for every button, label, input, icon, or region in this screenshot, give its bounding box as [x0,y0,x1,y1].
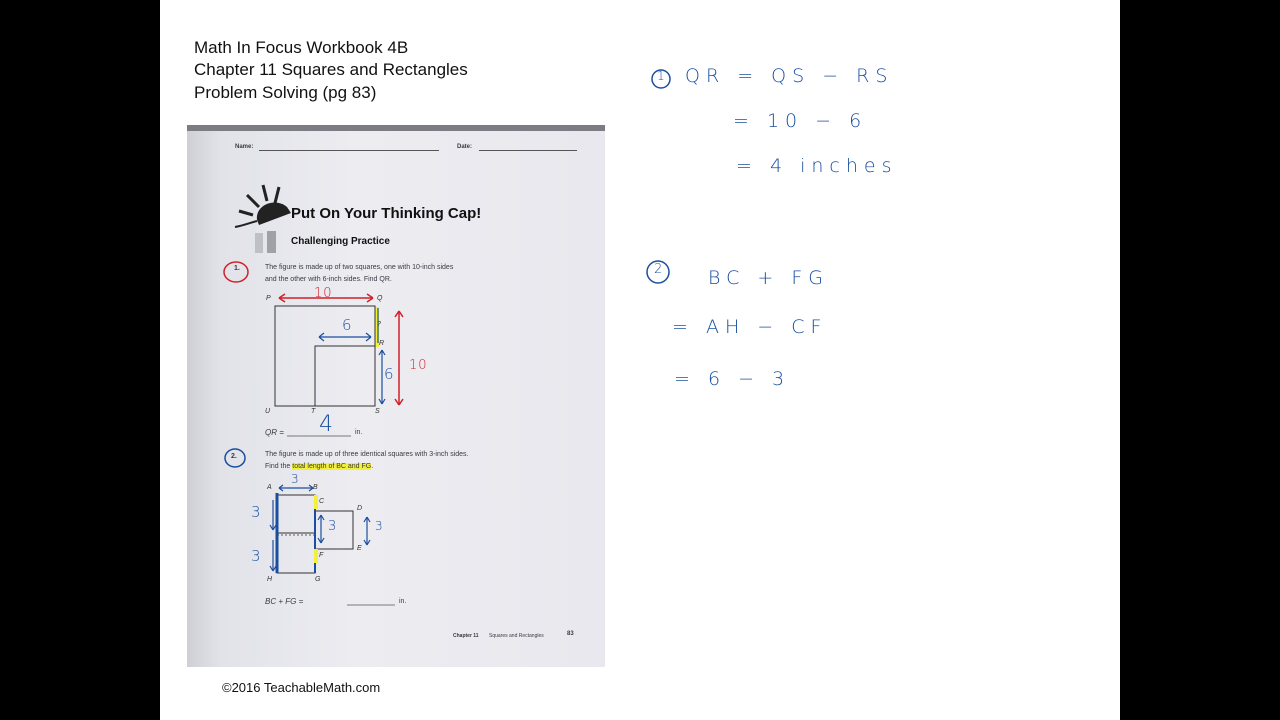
label-b: B [313,484,318,491]
date-label: Date: [457,144,473,150]
q1-text-1: The figure is made up of two squares, one with 10-inch sides [265,264,454,271]
page-footer-title: Squares and Rectangles [489,633,544,639]
note2-line1: BC + FG [708,267,830,289]
note2-number: 2 [654,262,663,277]
q2-hand-mid: 3 [328,519,337,534]
note1-line2: = 10 − 6 [733,110,868,132]
q2-text-2-highlight: total length of BC and FG [292,463,372,470]
worksheet-subtitle: Challenging Practice [291,236,390,247]
q1-hand-answer: 4 [319,412,333,437]
whiteboard [160,0,1120,720]
header-line-2: Chapter 11 Squares and Rectangles [194,60,468,79]
label-d: D [357,505,363,512]
label-a: A [267,484,272,491]
note2-line2: = AH − CF [672,316,828,338]
worksheet-title: Put On Your Thinking Cap! [291,205,482,222]
label-c: C [319,498,325,505]
q2-text-2-plain: Find the [265,463,293,470]
q1-text-2: and the other with 6-inch sides. Find QR. [265,276,392,283]
page-footer-chapter: Chapter 11 [453,633,479,639]
q1-answer-unit: in. [355,429,363,436]
q2-number: 2. [231,453,237,460]
note1-number: 1 [657,69,665,83]
q1-hand-10-side: 10 [409,358,428,373]
page-number: 83 [567,631,574,637]
q2-hand-left1: 3 [251,503,261,521]
note1-line1: QR = QS − RS [685,65,894,87]
q2-text-1: The figure is made up of three identical squares with 3-inch sides. [265,451,469,458]
copyright: ©2016 TeachableMath.com [222,680,381,695]
q1-hand-6: 6 [342,316,352,334]
label-h: H [267,576,273,583]
label-g: G [315,576,321,583]
header-line-1: Math In Focus Workbook 4B [194,38,409,57]
note2-line3: = 6 − 3 [674,368,791,390]
label-u: U [265,408,271,415]
q2-hand-top: 3 [291,472,299,486]
q2-answer-label: BC + FG = [265,597,304,606]
q1-number: 1. [234,265,240,272]
q2-hand-left2: 3 [251,547,261,565]
q2-text-2-end: . [371,463,374,470]
label-t: T [311,408,316,415]
note1-line3: = 4 inches [736,155,898,177]
q1-hand-6-side: 6 [384,365,394,383]
label-r: R [379,340,385,347]
label-s: S [375,408,380,415]
label-p: P [266,295,271,302]
q2-answer-unit: in. [399,598,407,605]
q1-answer-label: QR = [265,428,284,437]
header-line-3: Problem Solving (pg 83) [194,83,377,102]
name-label: Name: [235,144,254,150]
q2-hand-right: 3 [375,519,383,533]
q1-hand-10-top: 10 [314,286,333,301]
notes-circles [160,0,1120,720]
label-f: F [319,552,324,559]
label-q: Q [377,295,383,302]
label-e: E [357,545,362,552]
label-question: ? [377,321,381,328]
